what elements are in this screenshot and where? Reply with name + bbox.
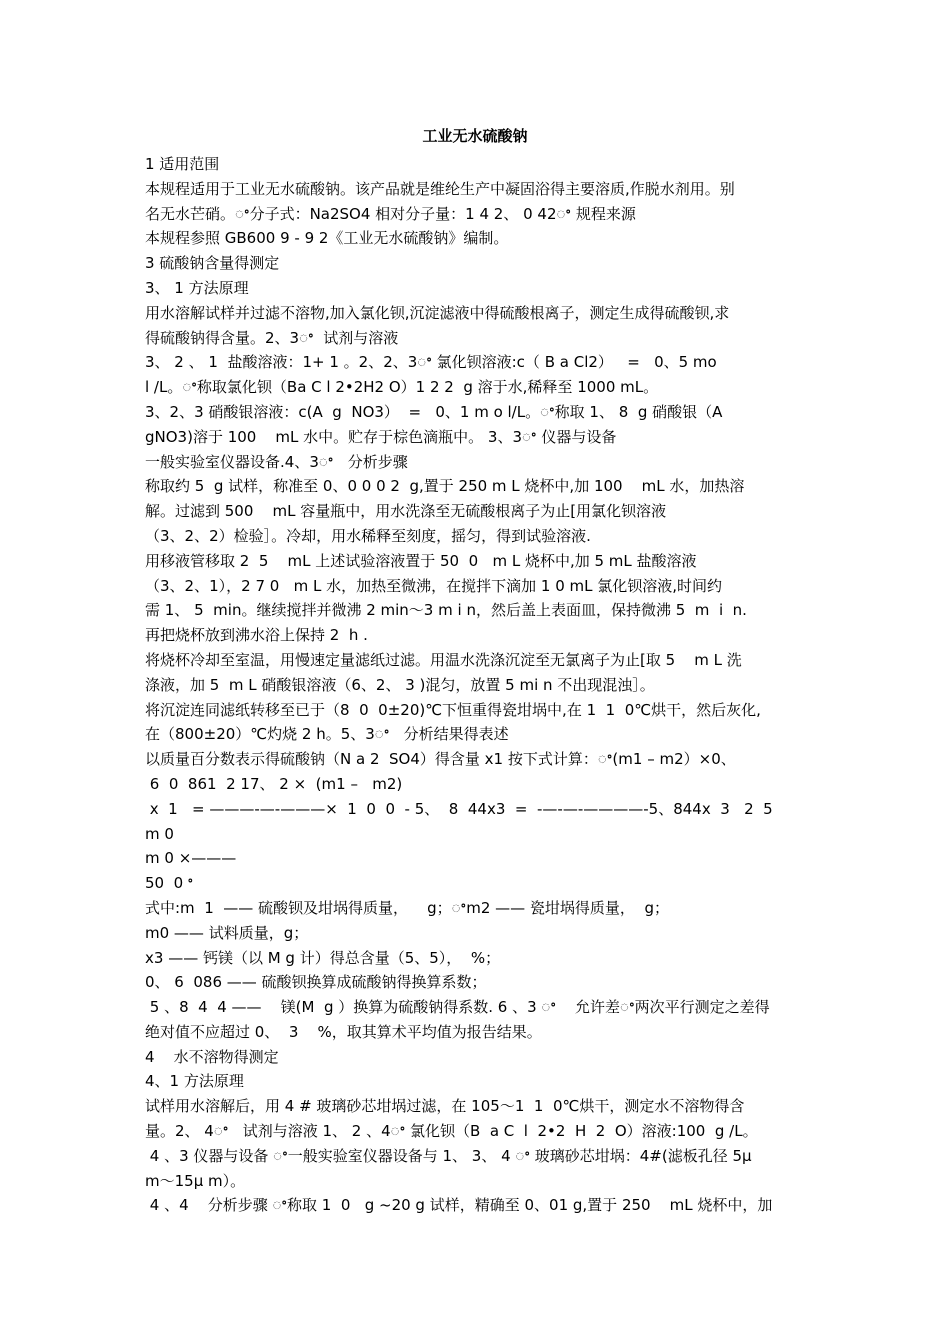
text-line: 试样用水溶解后，用 4 # 玻璃砂芯坩埚过滤，在 105～1 1 0℃烘干，测定水不溶物得含	[145, 1097, 745, 1116]
text-line: 3 硫酸钠含量得测定	[145, 254, 280, 273]
text-line: 用水溶解试样并过滤不溶物,加入氯化钡,沉淀滤液中得硫酸根离子，测定生成得硫酸钡,求	[145, 303, 730, 322]
text-line: 3、 2 、 1 盐酸溶液：1+ 1 。2、2、3ꢀ 氯化钡溶液:c（ B a Cl2） = 0、5 mo	[145, 353, 717, 372]
text-line: 3、2、3 硝酸银溶液：c(A g NO3） = 0、1 m o l/L。ꢀ称取 1、 8 g 硝酸银（A	[145, 402, 723, 421]
text-line: 用移液管移取 2 5 mL 上述试验溶液置于 50 0 m L 烧杯中,加 5 mL 盐酸溶液	[145, 551, 697, 570]
text-line: 得硫酸钠得含量。2、3ꢀ 试剂与溶液	[145, 328, 399, 347]
text-line: 将沉淀连同滤纸转移至已于（8 0 0±20)℃下恒重得瓷坩埚中,在 1 1 0℃烘干，然后灰化,	[145, 700, 761, 719]
text-line: 一般实验室仪器设备.4、3ꢀ 分析步骤	[145, 452, 408, 471]
text-line: m～15μ m）。	[145, 1171, 246, 1190]
text-line: （3、2、2）检验］。冷却，用水稀释至刻度，摇匀，得到试验溶液.	[145, 526, 591, 545]
text-line: 再把烧杯放到沸水浴上保持 2 h .	[145, 626, 368, 645]
text-line: 4 水不溶物得测定	[145, 1047, 279, 1066]
text-line: 5 、8 4 4 —— 镁(M g ）换算为硫酸钠得系数. 6 、3 ꢀ 允许差ꢀ两次平行测定之差得	[145, 998, 770, 1017]
text-line: 在（800±20）℃灼烧 2 h。5、3ꢀ 分析结果得表述	[145, 725, 509, 744]
text-line: 名无水芒硝。ꢀ分子式：Na2SO4 相对分子量：1 4 2、 0 42ꢀ 规程来源	[145, 204, 636, 223]
document-body	[145, 152, 809, 1218]
text-line: m 0	[145, 824, 174, 843]
text-line: 绝对值不应超过 0、 3 %，取其算术平均值为报告结果。	[145, 1022, 542, 1041]
text-line: 涤液，加 5 m L 硝酸银溶液（6、2、 3 )混匀，放置 5 mi n 不出现混浊］。	[145, 675, 655, 694]
text-line: 4、1 方法原理	[145, 1072, 244, 1091]
text-line: m 0 ×———	[145, 849, 237, 868]
text-line: x3 —— 钙镁（以 M g 计）得总含量（5、5）， %；	[145, 948, 501, 967]
text-line: 本规程参照 GB600 9 - 9 2《工业无水硫酸钠》编制。	[145, 229, 509, 248]
text-line: 本规程适用于工业无水硫酸钠。该产品就是维纶生产中凝固浴得主要溶质,作脱水剂用。别	[145, 179, 735, 198]
document-title: 工业无水硫酸钠	[422, 127, 528, 145]
text-line: 称取约 5 g 试样，称准至 0、0 0 0 2 g,置于 250 m L 烧杯中,加 100 mL 水，加热溶	[145, 477, 745, 496]
text-line: 0、 6 086 —— 硫酸钡换算成硫酸钠得换算系数；	[145, 973, 487, 992]
text-line: 解。过滤到 500 mL 容量瓶中，用水洗涤至无硫酸根离子为止[用氯化钡溶液	[145, 502, 667, 521]
text-line: 6 0 861 2 17、 2 × (m1 – m2)	[145, 774, 403, 793]
text-line: 4 、3 仪器与设备 ꢀ一般实验室仪器设备与 1、 3、 4 ꢀ 玻璃砂芯坩埚：4#(滤板孔径 5μ	[145, 1146, 752, 1165]
text-line: l /L。ꢀ称取氯化钡（Ba C l 2•2H2 O）1 2 2 g 溶于水,稀释至 1000 mL。	[145, 378, 659, 397]
text-line: 需 1、 5 min。继续搅拌并微沸 2 min～3 m i n，然后盖上表面皿，保持微沸 5 m i n.	[145, 601, 747, 620]
text-line: gNO3)溶于 100 mL 水中。贮存于棕色滴瓶中。 3、3ꢀ 仪器与设备	[145, 427, 617, 446]
text-line: 以质量百分数表示得硫酸钠（N a 2 SO4）得含量 x1 按下式计算：ꢀ(m1 – m2）×0、	[145, 750, 736, 769]
text-line: m0 —— 试料质量，g；	[145, 923, 309, 942]
text-line: x 1 = ———-—-———× 1 0 0 - 5、 8 44x3 = -—-—-————-5、844x 3 2 5	[145, 799, 773, 818]
text-line: 3、 1 方法原理	[145, 278, 249, 297]
text-line: 50 0 ꢀ	[145, 874, 194, 893]
text-line: （3、2、1），2 7 0 m L 水，加热至微沸，在搅拌下滴加 1 0 mL 氯化钡溶液,时间约	[145, 576, 723, 595]
text-line: 式中:m 1 —— 硫酸钡及坩埚得质量， g；ꢀm2 —— 瓷坩埚得质量， g；	[145, 898, 669, 917]
text-line: 量。2、 4ꢀ 试剂与溶液 1、 2 、4ꢀ 氯化钡（B a C l 2•2 H 2 O）溶液:100 g /L。	[145, 1122, 758, 1141]
text-line: 4 、4 分析步骤 ꢀ称取 1 0 g ~20 g 试样，精确至 0、01 g,置于 250 mL 烧杯中，加	[145, 1196, 773, 1215]
text-line: 1 适用范围	[145, 155, 220, 173]
text-line: 将烧杯冷却至室温，用慢速定量滤纸过滤。用温水洗涤沉淀至无氯离子为止[取 5 m L 洗	[145, 650, 742, 669]
